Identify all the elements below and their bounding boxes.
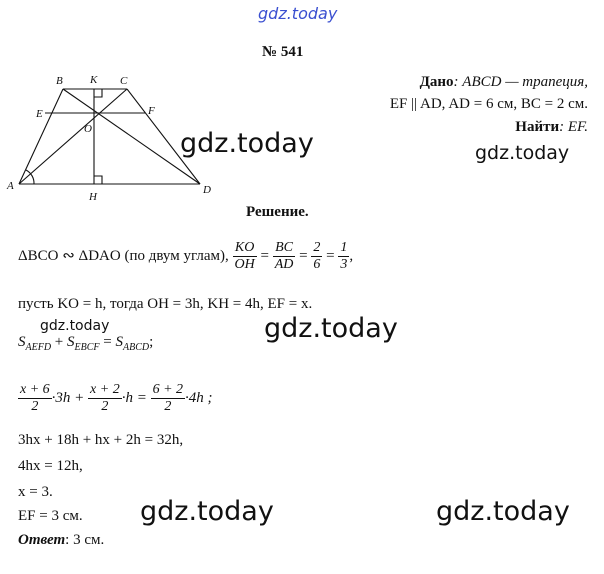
watermark-top: gdz.today — [258, 4, 338, 23]
watermark-3: gdz.today — [475, 142, 570, 164]
step-2: 4hx = 12h, — [18, 458, 83, 474]
fraction-6-plus-2: $\frac{6 + 2}{2}$ — [152, 382, 184, 415]
find-label: Найти — [515, 119, 560, 135]
step-3: x = 3. — [18, 484, 53, 500]
fraction-2-6: $\frac{2}{6}$ — [313, 240, 321, 273]
similarity-text: ΔBCO ∾ ΔDAO (по двум углам), — [18, 248, 229, 264]
problem-number: № 541 — [262, 44, 304, 60]
step-1: 3hx + 18h + hx + 2h = 32h, — [18, 432, 184, 448]
find-line — [515, 119, 588, 136]
given-line-1 — [420, 74, 588, 91]
point-e-label: E — [36, 108, 43, 120]
fraction-ko-oh: $\frac{KO}{OH}$ — [234, 240, 255, 273]
point-a-label: A — [7, 180, 14, 192]
point-c-label: C — [120, 75, 128, 87]
watermark-7: gdz.today — [436, 496, 570, 527]
right-angle-h — [94, 176, 102, 184]
fraction-1-3: $\frac{1}{3}$ — [340, 240, 348, 273]
side-ab — [19, 89, 63, 184]
find-text: : EF. — [559, 119, 588, 135]
area-line: $S_{AEFD} + S_{EBCF} = S_{ABCD}$; — [18, 334, 154, 353]
let-line: пусть KO = h, тогда OH = 3h, KH = 4h, EF = x. — [18, 296, 313, 312]
equation-line: $\frac{x + 6}{2}$ ·3h + $\frac{x + 2}{2}$ ·h = $\frac{6 + 2}{2}$ ·4h ; — [20, 382, 213, 415]
similarity-line: ΔBCO ∾ ΔDAO (по двум углам), $\frac{KO}{OH}$ = $\frac{BC}{AD}$ = $\frac{2}{6}$ = $\frac{1}{3}$ , — [18, 240, 354, 273]
point-o-label: O — [84, 123, 92, 135]
point-b-label: B — [56, 75, 63, 87]
watermark-5: gdz.today — [264, 313, 398, 344]
watermark-2: gdz.today — [180, 128, 314, 159]
diagonal-ac — [19, 89, 127, 184]
point-h-label: H — [89, 191, 97, 203]
point-f-label: F — [148, 105, 155, 117]
given-line-2: EF || AD, AD = 6 см, BC = 2 см. — [389, 96, 588, 112]
fraction-x-plus-2: $\frac{x + 2}{2}$ — [90, 382, 120, 415]
watermark-6: gdz.today — [140, 496, 274, 527]
right-angle-k — [94, 89, 102, 97]
watermark-4: gdz.today — [40, 318, 110, 334]
point-k-label: K — [90, 74, 98, 86]
answer-label: Ответ — [18, 532, 66, 548]
point-d-label: D — [203, 184, 211, 196]
given-text-1: : ABCD — трапеция, — [453, 74, 588, 90]
fraction-bc-ad: $\frac{BC}{AD}$ — [274, 240, 294, 273]
fraction-x-plus-6: $\frac{x + 6}{2}$ — [20, 382, 50, 415]
solution-heading: Решение. — [246, 204, 309, 220]
answer-text: : 3 см. — [65, 532, 105, 548]
step-4: EF = 3 см. — [18, 508, 83, 524]
answer-line — [18, 532, 104, 549]
given-label: Дано — [419, 74, 454, 90]
